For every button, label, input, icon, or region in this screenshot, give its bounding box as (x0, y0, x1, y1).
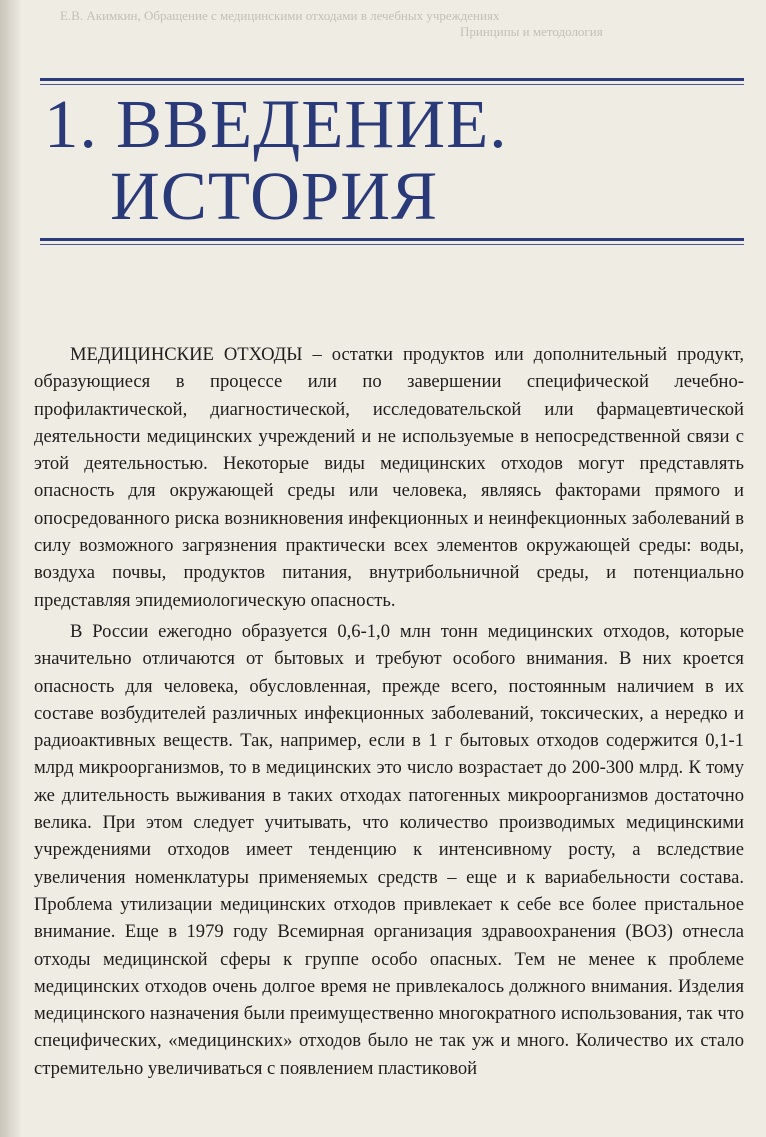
chapter-title (44, 88, 724, 232)
title-rule-top-thin (40, 84, 744, 85)
title-rule-top (40, 78, 744, 81)
chapter-body (34, 341, 744, 1086)
chapter-title-line1: 1. ВВЕДЕНИЕ. (44, 86, 508, 162)
running-header (60, 8, 746, 40)
page-gutter-shadow (0, 0, 22, 1137)
running-header-line1: Е.В. Акимкин, Обращение с медицинскими отходами в лечебных учреждениях (60, 8, 500, 23)
paragraph-definition: МЕДИЦИНСКИЕ ОТХОДЫ – остатки продуктов или дополнительный продукт, образующиеся в процессе или по завершении специфической лечебно-профилактической, диагностической, исследовательской или фармацевтической деятельности медицинских учреждений и не используемые в непосредственной связи с этой деятельностью. Некоторые виды медицинских отходов могут представлять опасность для окружающей среды или человека, являясь факторами прямого и опосредованного риска возникновения инфекционных и неинфекционных заболеваний в силу возможного загрязнения практически всех элементов окружающей среды: воды, воздуха почвы, продуктов питания, внутрибольничной среды, и потенциально представляя эпидемиологическую опасность. (34, 344, 744, 611)
title-rule-bottom-thin (40, 244, 744, 245)
paragraph-russia-statistics: В России ежегодно образуется 0,6-1,0 млн тонн медицинских отходов, которые значительно отличаются от бытовых и требуют особого внимания. В них кроется опасность для человека, обусловленная, прежде всего, постоянным наличием в их составе возбудителей различных инфекционных заболеваний, токсических, а нередко и радиоактивных веществ. Так, например, если в 1 г бытовых отходов содержится 0,1-1 млрд микроорганизмов, то в медицинских это число возрастает до 200-300 млрд. К тому же длительность выживания в таких отходах патогенных микроорганизмов достаточно велика. При этом следует учитывать, что количество производимых медицинскими учреждениями отходов имеет тенденцию к интенсивному росту, а вследствие увеличения номенклатуры применяемых средств – еще и к вариабельности состава. Проблема утилизации медицинских отходов привлекает к себе все более пристальное внимание. Еще в 1979 году Всемирная организация здравоохранения (ВОЗ) отнесла отходы медицинской сферы к группе особо опасных. Тем не менее к проблеме медицинских отходов очень долгое время не привлекалось должного внимания. Изделия медицинского назначения были преимущественно многократного использования, так что специфических, «медицинских» отходов было не так уж и много. Количество их стало стремительно увеличиваться с появлением пластиковой (34, 620, 744, 1079)
running-header-line2: Принципы и методология (460, 24, 603, 39)
chapter-title-line2: ИСТОРИЯ (110, 158, 439, 234)
title-rule-bottom (40, 238, 744, 241)
